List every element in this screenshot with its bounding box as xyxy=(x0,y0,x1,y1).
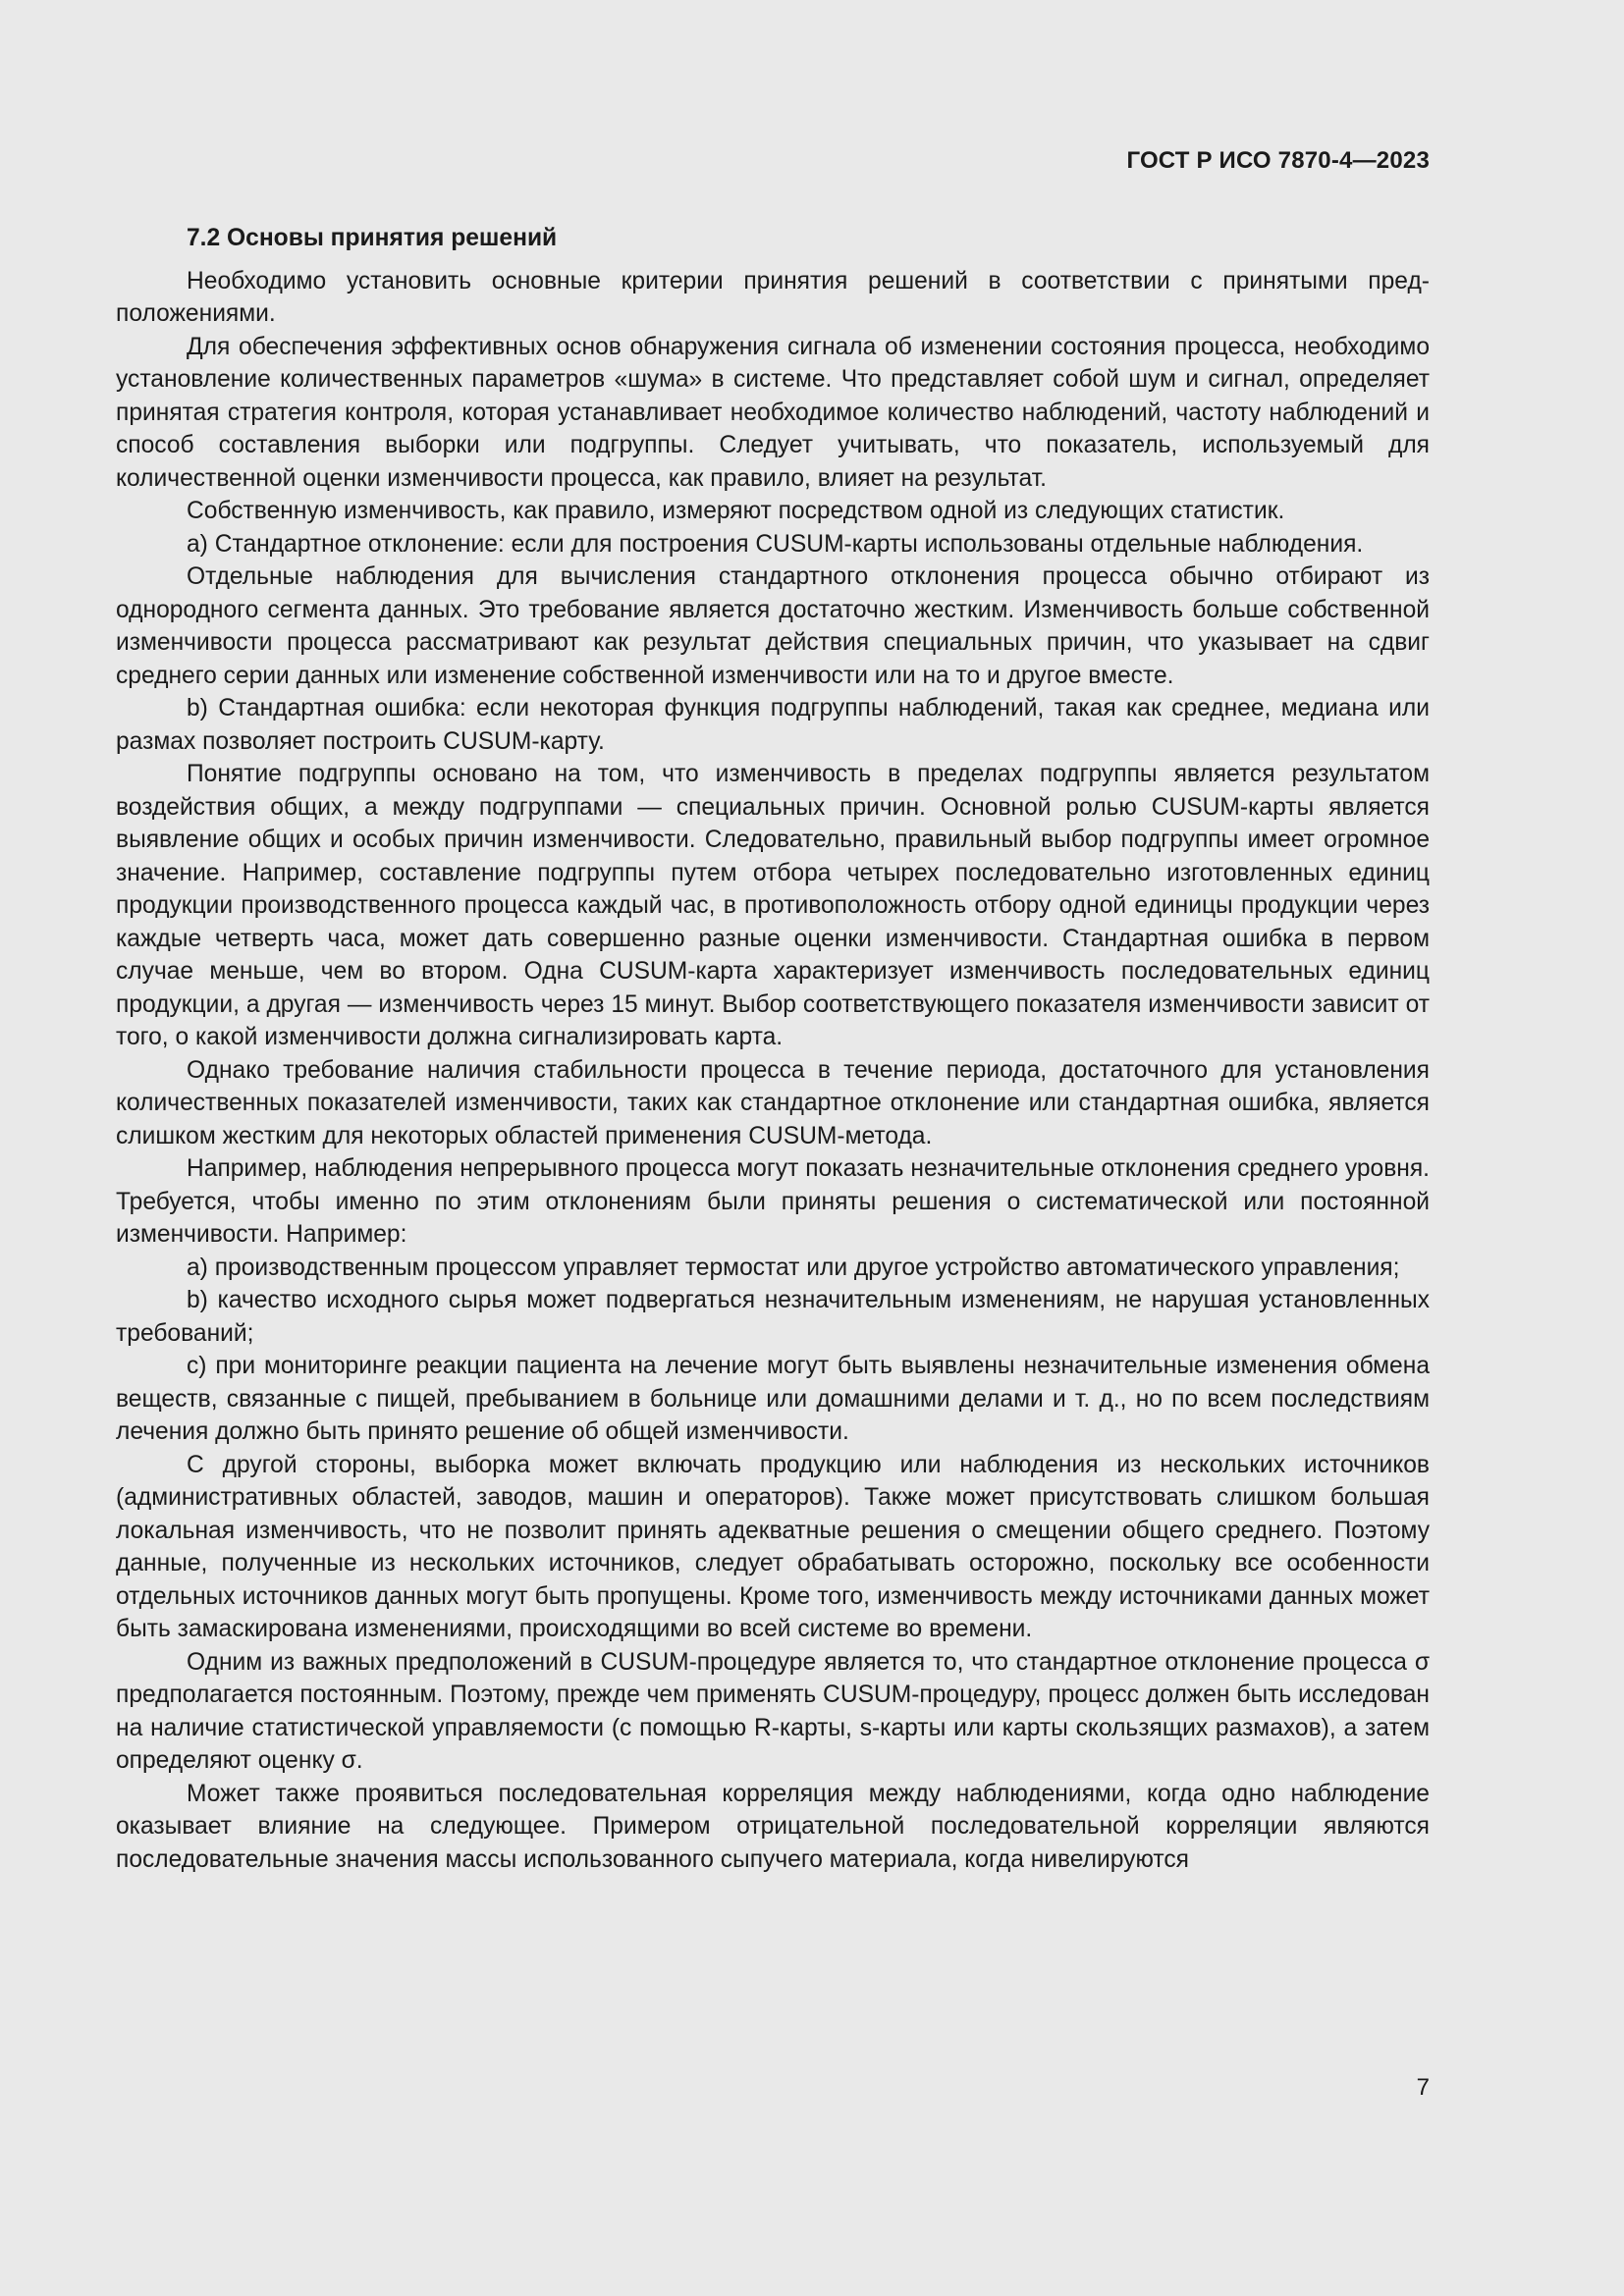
paragraph: Для обеспечения эффективных основ обнаружения сигнала об изменении состояния процесса, необходимо установление количественных параметров «шума» в системе. Что представляет собой шум и сигнал, определяет принятая стратегия контроля, которая устанавливает необходимое количество наблюдений, частоту наблюдений и способ составления выборки или подгруппы. Следует учитывать, что показатель, используемый для количественной оценки изменчивости процесса, как правило, влияет на результат. xyxy=(116,333,1430,492)
list-item-c: c) при мониторинге реакции пациента на лечение могут быть выявлены незначительные изменения обмена веществ, связанные с пищей, пребыванием в больнице или домашними делами и т. д., но по всем последствиям лечения должно быть принято решение об общей изменчивости. xyxy=(116,1353,1430,1445)
list-item-a: а) производственным процессом управляет термостат или другое устройство автоматического управления; xyxy=(187,1254,1400,1281)
paragraph: Одним из важных предположений в CUSUM-процедуре является то, что стандартное отклонение процесса σ предполагается постоянным. Поэтому, прежде чем применять CUSUM-процедуру, процесс должен быть исследован на наличие статистической управляемости (с помощью R-карты, s-карты или карты скользящих размахов), а затем определяют оценку σ. xyxy=(116,1648,1430,1774)
paragraph: Отдельные наблюдения для вычисления стандартного отклонения процесса обычно отбирают из однородного сегмента данных. Это требование является достаточно жестким. Изменчивость больше собственной изменчивости процесса рассматривают как результат действия специальных причин, что указывает на сдвиг среднего серии данных или изменение собственной изменчивости или на то и другое вместе. xyxy=(116,563,1430,689)
paragraph: Необходимо установить основные критерии принятия решений в соответствии с принятыми предположениями. xyxy=(116,267,1430,327)
list-item-b: b) качество исходного сырья может подвергаться незначительным изменениям, не нарушая установленных требований; xyxy=(116,1287,1430,1347)
paragraph: Может также проявиться последовательная корреляция между наблюдениями, когда одно наблюдение оказывает влияние на следующее. Примером отрицательной последовательной корреляции являются последовательные значения массы использованного сыпучего материала, когда нивелируются xyxy=(116,1780,1430,1873)
document-header: ГОСТ Р ИСО 7870-4—2023 xyxy=(1126,147,1430,174)
section-title: 7.2 Основы принятия решений xyxy=(187,225,558,251)
list-item-a: а) Стандартное отклонение: если для построения CUSUM-карты использованы отдельные наблюдения. xyxy=(187,530,1364,558)
list-item-b: b) Стандартная ошибка: если некоторая функция подгруппы наблюдений, такая как среднее, медиана или размах позволяет построить CUSUM-карту. xyxy=(116,695,1430,755)
paragraph: Собственную изменчивость, как правило, измеряют посредством одной из следующих статистик. xyxy=(187,498,1285,524)
paragraph: Понятие подгруппы основано на том, что изменчивость в пределах подгруппы является результатом воздействия общих, а между подгруппами — специальных причин. Основной ролью CUSUM-карты является выявление общих и особых причин изменчивости. Следовательно, правильный выбор подгруппы имеет огромное значение. Например, составление подгруппы путем отбора четырех последовательно изготовленных единиц продукции производственного процесса каждый час, в противоположность отбору одной единицы продукции через каждые четверть часа, может дать совершенно разные оценки изменчивости. Стандартная ошибка в первом случае меньше, чем во втором. Одна CUSUM-карта характеризует изменчивость последовательных единиц продукции, а другая — изменчивость через 15 минут. Выбор соответствующего показателя изменчивости зависит от того, о какой изменчивости должна сигнализировать карта. xyxy=(116,761,1430,1050)
page-number: 7 xyxy=(1416,2074,1430,2101)
paragraph: С другой стороны, выборка может включать продукцию или наблюдения из нескольких источников (административных областей, заводов, машин и операторов). Также может присутствовать слишком большая локальная изменчивость, что не позволит принять адекватные решения о смещении общего среднего. Поэтому данные, полученные из нескольких источников, следует обрабатывать осторожно, поскольку все особенности отдельных источников данных могут быть пропущены. Кроме того, изменчивость между источниками данных может быть замаскирована изменениями, происходящими во всей системе во времени. xyxy=(116,1451,1430,1642)
document-body xyxy=(116,222,1430,1876)
paragraph: Однако требование наличия стабильности процесса в течение периода, достаточного для установления количественных показателей изменчивости, таких как стандартное отклонение или стандартная ошибка, является слишком жестким для некоторых областей применения CUSUM-метода. xyxy=(116,1056,1430,1149)
paragraph: Например, наблюдения непрерывного процесса могут показать незначительные отклонения среднего уровня. Требуется, чтобы именно по этим отклонениям были приняты решения о систематической или постоянной изменчивости. Например: xyxy=(116,1155,1430,1248)
